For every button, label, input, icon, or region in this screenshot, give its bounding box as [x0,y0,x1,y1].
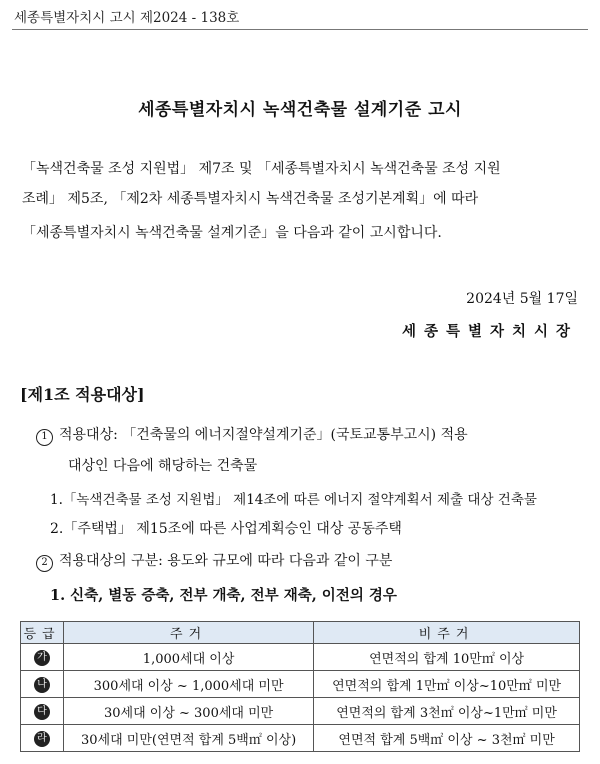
grade-cell [21,671,64,698]
grade-cell [21,725,64,752]
document-title: 세종특별자치시 녹색건축물 설계기준 고시 [138,100,462,120]
intro-line-2: 조례」 제5조, 「제2차 세종특별자치시 녹색건축물 조성기본계획」에 따라 [22,191,479,207]
table-row [21,725,580,752]
item-2 [36,550,392,572]
intro-line-1: 「녹색건축물 조성 지원법」 제7조 및 「세종특별자치시 녹색건축물 조성 지원 [22,161,501,177]
sub-item-1: 1.「녹색건축물 조성 지원법」 제14조에 따른 에너지 절약계획서 제출 대상 건축물 [50,492,537,508]
header-nonresidential: 비주거 [314,622,580,644]
circled-number-icon: 1 [36,429,53,446]
residential-cell: 300세대 이상 ~ 1,000세대 미만 [64,671,314,698]
circled-number-icon: 2 [36,555,53,572]
header-residential: 주거 [64,622,314,644]
grade-badge: 라 [34,731,50,747]
nonresidential-cell: 연면적의 합계 1만㎡ 이상~10만㎡ 미만 [314,671,580,698]
grade-badge: 가 [34,650,50,666]
grade-table [20,621,580,752]
intro-line-3: 「세종특별자치시 녹색건축물 설계기준」을 다음과 같이 고시합니다. [22,225,442,241]
issuer-signature: 세종특별자치시장 [401,323,578,340]
item-2-text: 적용대상의 구분: 용도와 규모에 따라 다음과 같이 구분 [59,553,393,569]
case-1-heading: 1. 신축, 별동 증축, 전부 개축, 전부 재축, 이전의 경우 [50,587,397,604]
nonresidential-cell: 연면적 합계 5백㎡ 이상 ~ 3천㎡ 미만 [314,725,580,752]
item-1 [36,424,468,446]
table-row [21,698,580,725]
grade-badge: 다 [34,704,50,720]
residential-cell: 1,000세대 이상 [64,644,314,671]
table-row [21,671,580,698]
residential-cell: 30세대 미만(연면적 합계 5백㎡ 이상) [64,725,314,752]
table-row [21,644,580,671]
section-1-heading: [제1조 적용대상] [20,385,145,404]
header-grade: 등급 [21,622,64,644]
residential-cell: 30세대 이상 ~ 300세대 미만 [64,698,314,725]
notice-date: 2024년 5월 17일 [466,291,578,307]
nonresidential-cell: 연면적의 합계 3천㎡ 이상~1만㎡ 미만 [314,698,580,725]
grade-badge: 나 [34,677,50,693]
grade-cell [21,644,64,671]
item-1-continued: 대상인 다음에 해당하는 건축물 [68,458,258,474]
sub-item-2: 2.「주택법」 제15조에 따른 사업계획승인 대상 공동주택 [50,521,402,537]
item-1-text: 적용대상: 「건축물의 에너지절약설계기준」(국토교통부고시) 적용 [59,427,468,443]
notice-number: 세종특별자치시 고시 제2024 - 138호 [14,10,240,26]
grade-cell [21,698,64,725]
nonresidential-cell: 연면적의 합계 10만㎡ 이상 [314,644,580,671]
header-divider [12,29,588,30]
